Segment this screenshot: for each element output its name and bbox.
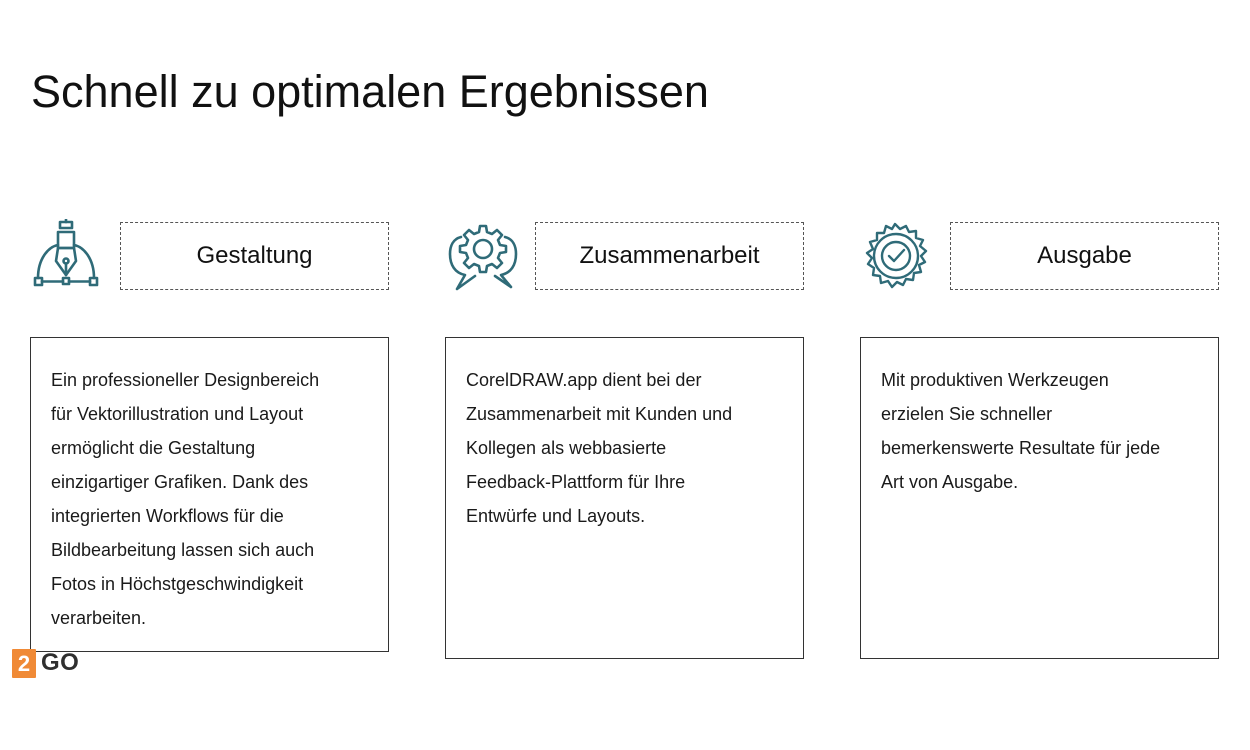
text-line: einzigartiger Grafiken. Dank des — [51, 472, 309, 492]
text-line: verarbeiten. — [51, 608, 147, 628]
heading-gestaltung: Gestaltung — [120, 222, 389, 290]
text-line: bemerkenswerte Resultate für jede — [881, 438, 1161, 458]
text-line: Fotos in Höchstgeschwindigkeit — [51, 574, 304, 594]
text-line: CorelDRAW.app dient bei der — [466, 370, 702, 390]
text-line: integrierten Workflows für die — [51, 506, 284, 526]
text-line: Kollegen als webbasierte — [466, 438, 667, 458]
text-line: Mit produktiven Werkzeugen — [881, 370, 1109, 390]
heading-ausgabe: Ausgabe — [950, 222, 1219, 290]
text-line: ermöglicht die Gestaltung — [51, 438, 256, 458]
text-box-zusammenarbeit — [445, 337, 804, 659]
text-line: Bildbearbeitung lassen sich auch — [51, 540, 315, 560]
logo-text: GO — [41, 649, 80, 676]
text-line: Zusammenarbeit mit Kunden und — [466, 404, 733, 424]
text-line: Ein professioneller Designbereich — [51, 370, 320, 390]
logo-2go — [12, 648, 79, 678]
heading-zusammenarbeit: Zusammenarbeit — [535, 222, 804, 290]
verified-badge-check-icon — [859, 221, 931, 293]
text-line: Art von Ausgabe. — [881, 472, 1019, 492]
text-line: Feedback-Plattform für Ihre — [466, 472, 686, 492]
text-box-ausgabe — [860, 337, 1219, 659]
text-line: erzielen Sie schneller — [881, 404, 1053, 424]
gear-chat-bubbles-icon — [447, 221, 519, 293]
text-line: für Vektorillustration und Layout — [51, 404, 304, 424]
text-box-gestaltung — [30, 337, 389, 652]
page-title: Schnell zu optimalen Ergebnissen — [31, 66, 709, 117]
pen-nib-vector-icon — [30, 219, 102, 291]
text-line: Entwürfe und Layouts. — [466, 506, 646, 526]
logo-mark: 2 — [12, 649, 36, 678]
